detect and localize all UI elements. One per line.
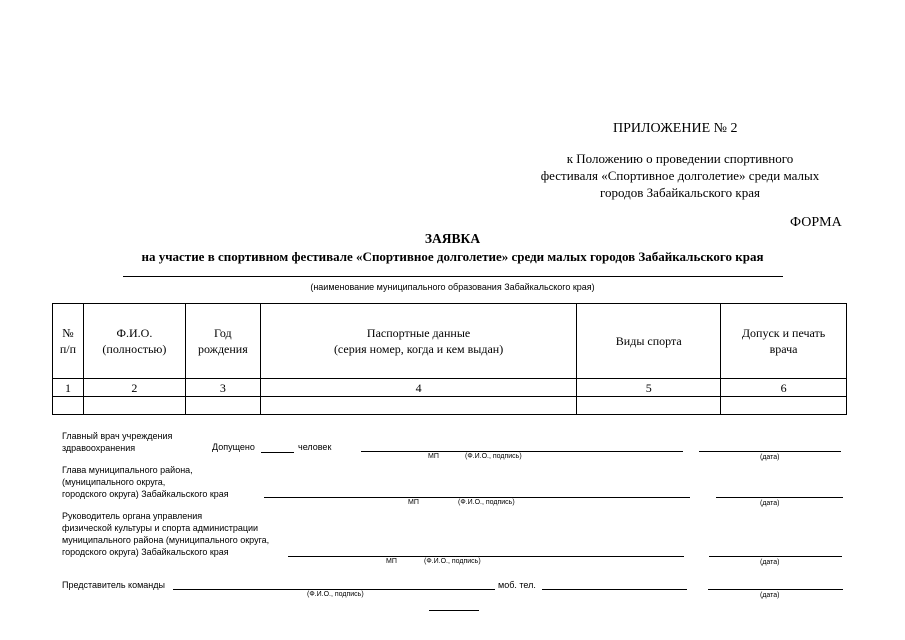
appendix-number: ПРИЛОЖЕНИЕ № 2 (613, 121, 738, 136)
form-label: ФОРМА (790, 215, 842, 230)
phone-label: моб. тел. (498, 580, 536, 590)
sport-head-date-line[interactable] (709, 556, 842, 557)
head-district-fio-caption: (Ф.И.О., подпись) (458, 499, 515, 506)
sport-head-signature-line[interactable] (288, 556, 684, 557)
column-number: 1 (53, 379, 84, 397)
reference-line: фестиваля «Спортивное долголетие» среди малых (540, 168, 820, 183)
municipality-caption: (наименование муниципального образования Забайкальского края) (310, 282, 595, 292)
sport-head-mp: МП (386, 558, 397, 565)
header-number: № п/п (53, 304, 84, 379)
team-rep-fio-caption: (Ф.И.О., подпись) (307, 591, 364, 598)
footer-line (429, 610, 479, 611)
team-rep-signature-line[interactable] (173, 589, 495, 590)
head-district-mp: МП (408, 499, 419, 506)
header-fio: Ф.И.О. (полностью) (83, 304, 185, 379)
sport-head-date-caption: (дата) (760, 559, 780, 566)
document-title: ЗАЯВКА (424, 231, 481, 246)
appendix-reference (505, 150, 855, 201)
head-district-signature-line[interactable] (264, 497, 690, 498)
column-number: 6 (721, 379, 847, 397)
reference-line: городов Забайкальского края (600, 185, 760, 200)
header-sports: Виды спорта (577, 304, 721, 379)
column-number: 5 (577, 379, 721, 397)
reference-line: к Положению о проведении спортивного (566, 151, 794, 166)
table-cell[interactable] (260, 397, 577, 415)
application-table (52, 303, 847, 415)
admitted-count-line[interactable] (261, 452, 294, 453)
head-district-label: Глава муниципального района, (муниципального округа, городского округа) Забайкальского края (62, 465, 229, 499)
table-cell[interactable] (721, 397, 847, 415)
column-number: 4 (260, 379, 577, 397)
chief-doctor-date-line[interactable] (699, 451, 841, 452)
table-number-row (53, 379, 847, 397)
header-passport: Паспортные данные (серия номер, когда и кем выдан) (260, 304, 577, 379)
document-subtitle: на участие в спортивном фестивале «Спортивное долголетие» среди малых городов Забайкальского края (141, 249, 764, 264)
header-doctor-admission: Допуск и печать врача (721, 304, 847, 379)
chief-doctor-mp: МП (428, 453, 439, 460)
municipality-line[interactable] (123, 276, 783, 277)
table-cell[interactable] (577, 397, 721, 415)
admitted-label: Допущено (212, 442, 255, 452)
persons-label: человек (298, 442, 332, 452)
team-rep-date-caption: (дата) (760, 592, 780, 599)
column-number: 2 (83, 379, 185, 397)
header-birth-year: Год рождения (185, 304, 260, 379)
table-row[interactable] (53, 397, 847, 415)
chief-doctor-signature-line[interactable] (361, 451, 683, 452)
table-cell[interactable] (185, 397, 260, 415)
sport-head-fio-caption: (Ф.И.О., подпись) (424, 558, 481, 565)
chief-doctor-label: Главный врач учреждения здравоохранения (62, 431, 173, 453)
table-header-row (53, 304, 847, 379)
chief-doctor-date-caption: (дата) (760, 454, 780, 461)
team-rep-date-line[interactable] (708, 589, 843, 590)
head-district-date-caption: (дата) (760, 500, 780, 507)
column-number: 3 (185, 379, 260, 397)
team-rep-label: Представитель команды (62, 580, 165, 590)
chief-doctor-fio-caption: (Ф.И.О., подпись) (465, 453, 522, 460)
table-cell[interactable] (83, 397, 185, 415)
phone-line[interactable] (542, 589, 687, 590)
table-cell[interactable] (53, 397, 84, 415)
sport-head-label: Руководитель органа управления физической культуры и спорта администрации муниципального района (муниципального округа, городского округа) Забайкальского края (62, 511, 270, 557)
head-district-date-line[interactable] (716, 497, 843, 498)
